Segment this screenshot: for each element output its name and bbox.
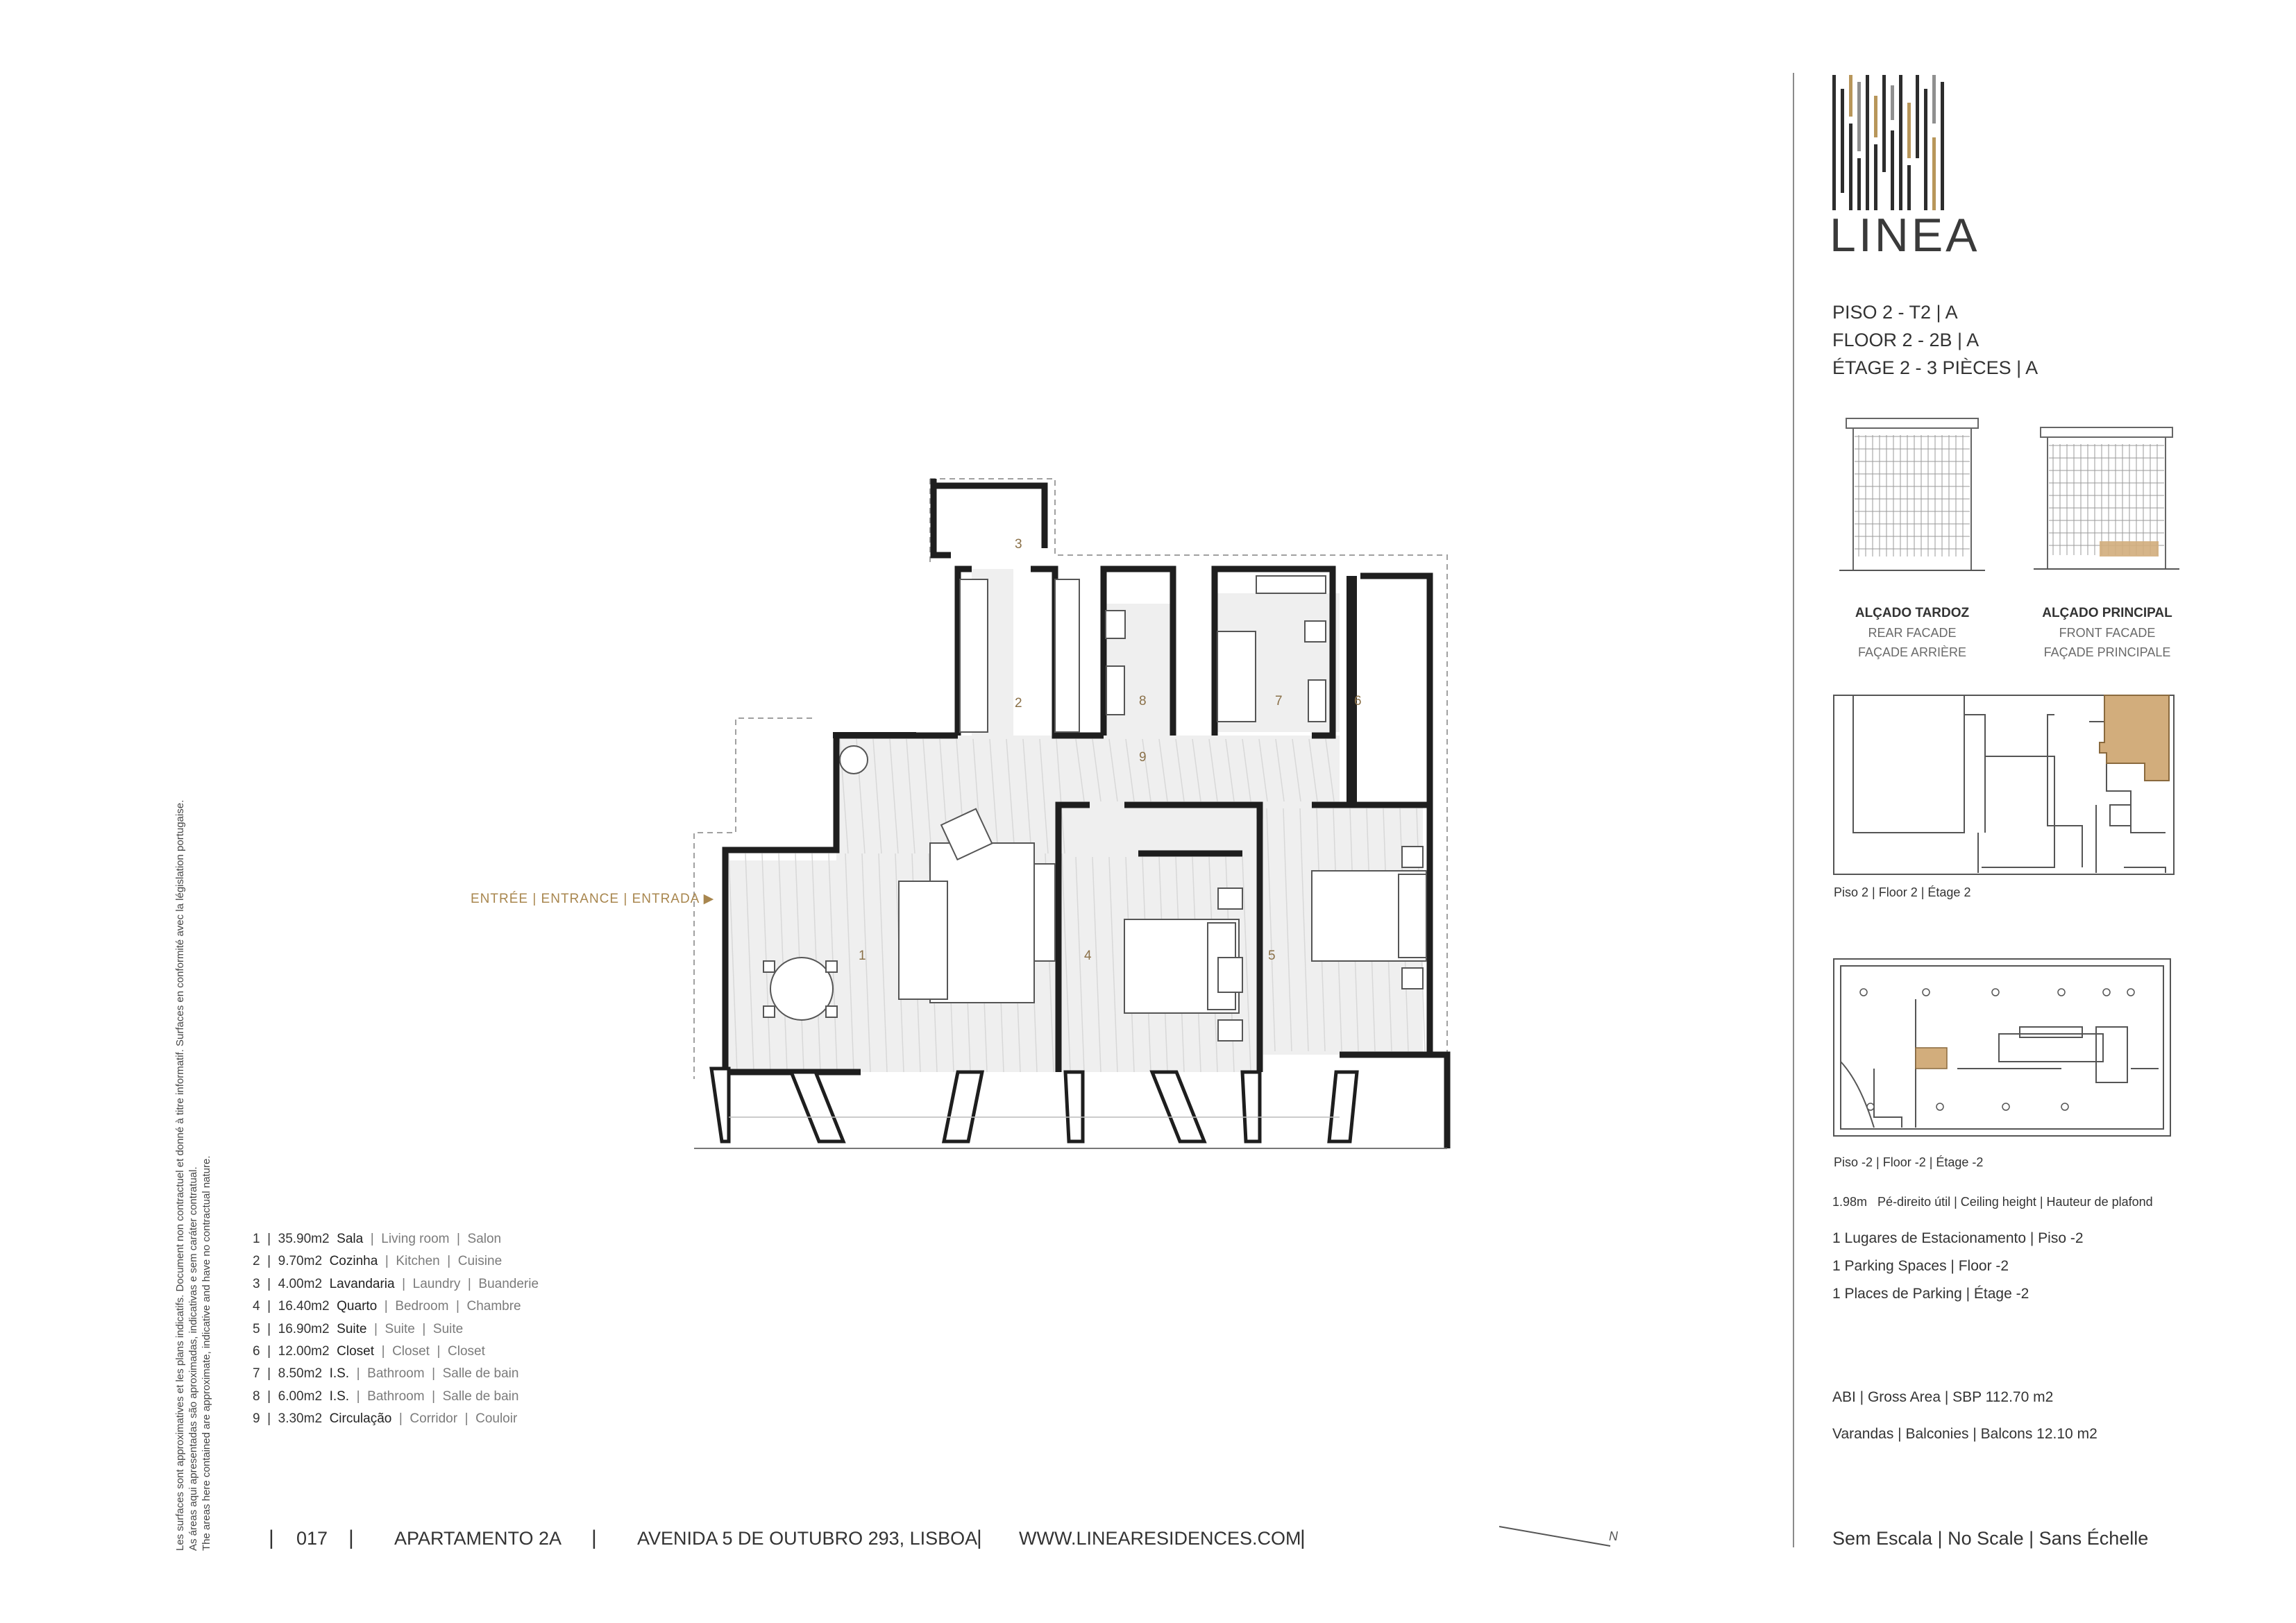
legend-room-name-fr: Closet (448, 1344, 485, 1359)
highlighted-parking-space (1916, 1048, 1947, 1069)
legend-room-name-pt: Closet (337, 1344, 375, 1359)
rear-elevation-drawing (1839, 413, 1985, 579)
legend-room-name-en: Suite (385, 1321, 415, 1336)
ceiling-height (1832, 1195, 2153, 1209)
entrance-label (471, 891, 714, 907)
legend-room-name-pt: I.S. (329, 1388, 350, 1404)
legend-room-area: 9.70m2 (278, 1254, 323, 1269)
front-elevation-fr: FAÇADE PRINCIPALE (2043, 645, 2171, 659)
legend-room-name-en: Living room (381, 1232, 450, 1246)
room-legend (253, 1228, 539, 1431)
parking-line-fr: 1 Places de Parking | Étage -2 (1832, 1286, 2029, 1302)
scale-note: Sem Escala | No Scale | Sans Échelle (1832, 1528, 2149, 1549)
legend-room-name-pt: I.S. (329, 1366, 350, 1382)
legend-room-name-fr: Salle de bain (442, 1366, 519, 1382)
rear-elevation-fr: FAÇADE ARRIÈRE (1857, 645, 1967, 659)
north-arrow-icon (1499, 1520, 1624, 1554)
parking-line-en: 1 Parking Spaces | Floor -2 (1832, 1258, 2009, 1274)
legend-room-area: 3.30m2 (278, 1411, 323, 1427)
legend-room-area: 4.00m2 (278, 1276, 323, 1291)
front-elevation-title: ALÇADO PRINCIPAL (2042, 606, 2172, 620)
legend-room-number: 5 (253, 1321, 260, 1336)
legend-room-name-fr: Salle de bain (442, 1388, 519, 1404)
legend-room-number: 3 (253, 1276, 260, 1291)
legend-room-number: 2 (253, 1254, 260, 1269)
rear-elevation-title: ALÇADO TARDOZ (1855, 606, 1970, 620)
legend-room-name-fr: Chambre (466, 1299, 521, 1314)
arrow-right-icon: ▶ (703, 892, 715, 906)
floor-key-plan (1832, 694, 2176, 878)
room-6-number: 6 (1354, 694, 1362, 708)
highlighted-unit (2100, 695, 2169, 781)
entrance-label-text: ENTRÉE | ENTRANCE | ENTRADA (471, 892, 700, 906)
unit-name: APARTAMENTO 2A (394, 1528, 562, 1549)
footer-divider: | (348, 1527, 354, 1549)
address: AVENIDA 5 DE OUTUBRO 293, LISBOA (637, 1528, 978, 1549)
room-8-number: 8 (1139, 694, 1147, 708)
legend-room-name-fr: Buanderie (478, 1276, 539, 1291)
legend-row: 6 | 12.00m2 Closet | Closet | Closet (253, 1344, 485, 1359)
rear-elevation-en: REAR FACADE (1868, 626, 1957, 640)
title-fr: ÉTAGE 2 - 3 PIÈCES | A (1832, 357, 2038, 378)
legend-room-number: 7 (253, 1366, 260, 1382)
legend-room-number: 4 (253, 1299, 260, 1314)
legend-row: 5 | 16.90m2 Suite | Suite | Suite (253, 1321, 464, 1336)
legend-room-name-en: Bathroom (367, 1388, 425, 1404)
legend-room-name-pt: Cozinha (329, 1254, 378, 1269)
legend-room-area: 35.90m2 (278, 1232, 330, 1246)
legend-room-area: 6.00m2 (278, 1388, 323, 1404)
parking-key-plan-caption: Piso -2 | Floor -2 | Étage -2 (1834, 1155, 1984, 1169)
room-5-number: 5 (1268, 949, 1276, 963)
legend-row: 4 | 16.40m2 Quarto | Bedroom | Chambre (253, 1299, 521, 1314)
legend-room-number: 8 (253, 1388, 260, 1404)
legend-room-name-pt: Sala (337, 1232, 364, 1246)
north-label: N (1609, 1529, 1618, 1543)
legend-row: 2 | 9.70m2 Cozinha | Kitchen | Cuisine (253, 1254, 503, 1269)
disclaimer-note (174, 800, 213, 1551)
room-4-number: 4 (1084, 949, 1092, 963)
room-7-number: 7 (1275, 694, 1283, 708)
website-link[interactable]: WWW.LINEARESIDENCES.COM (1019, 1528, 1301, 1549)
legend-row: 9 | 3.30m2 Circulação | Corridor | Couloir (253, 1411, 518, 1427)
footer-divider: | (1300, 1527, 1306, 1549)
legend-room-name-pt: Lavandaria (329, 1276, 395, 1291)
legend-room-name-en: Corridor (410, 1411, 458, 1427)
legend-room-name-pt: Circulação (329, 1411, 392, 1427)
disclaimer-line-2: As áreas aqui apresentadas são aproximadas, indicativas e sem caráter contratual. (187, 1166, 199, 1551)
front-elevation-label (2017, 604, 2197, 662)
gross-area: ABI | Gross Area | SBP 112.70 m2 (1832, 1389, 2054, 1405)
legend-room-name-en: Laundry (412, 1276, 461, 1291)
front-elevation-en: FRONT FACADE (2059, 626, 2156, 640)
legend-room-name-en: Bathroom (367, 1366, 425, 1382)
legend-row: 7 | 8.50m2 I.S. | Bathroom | Salle de bain (253, 1366, 519, 1382)
balcony-area: Varandas | Balconies | Balcons 12.10 m2 (1832, 1426, 2097, 1442)
room-9-number: 9 (1139, 750, 1147, 765)
parking-key-plan (1832, 958, 2172, 1138)
parking-line-pt: 1 Lugares de Estacionamento | Piso -2 (1832, 1230, 2084, 1246)
legend-room-name-fr: Cuisine (457, 1254, 503, 1269)
disclaimer-line-1: Les surfaces sont approximatives et les plans indicatifs. Document non contractuel et donné à titre informatif. Surfaces en conformité avec la législation portugaise. (174, 799, 186, 1551)
legend-room-name-fr: Suite (432, 1321, 464, 1336)
title-en: FLOOR 2 - 2B | A (1832, 330, 1980, 350)
legend-room-number: 6 (253, 1344, 260, 1359)
legend-row: 1 | 35.90m2 Sala | Living room | Salon (253, 1232, 502, 1246)
legend-room-name-en: Bedroom (395, 1299, 449, 1314)
ceiling-height-value: 1.98m (1832, 1195, 1868, 1209)
brand-wordmark: LINEA (1830, 209, 1980, 262)
legend-room-area: 16.90m2 (278, 1321, 330, 1336)
legend-room-number: 9 (253, 1411, 260, 1427)
legend-room-name-pt: Quarto (337, 1299, 378, 1314)
legend-row: 3 | 4.00m2 Lavandaria | Laundry | Buanderie (253, 1276, 539, 1291)
disclaimer-line-3: The areas here contained are approximate, indicative and have no contractual nature. (201, 1155, 212, 1551)
floor-key-plan-caption: Piso 2 | Floor 2 | Étage 2 (1834, 885, 1971, 899)
legend-room-area: 12.00m2 (278, 1344, 330, 1359)
title-pt: PISO 2 - T2 | A (1832, 302, 1958, 323)
legend-room-name-en: Kitchen (396, 1254, 440, 1269)
footer-divider: | (977, 1527, 982, 1549)
room-3-number: 3 (1015, 537, 1022, 552)
sheet-divider (1793, 73, 1794, 1547)
room-2-number: 2 (1015, 696, 1022, 711)
rear-elevation-label (1822, 604, 2002, 662)
ceiling-height-label: Pé-direito útil | Ceiling height | Hauteur de plafond (1877, 1195, 2153, 1209)
page-number: 017 (296, 1528, 328, 1549)
front-elevation-drawing (2034, 423, 2179, 579)
room-1-number: 1 (859, 949, 866, 963)
legend-room-number: 1 (253, 1232, 260, 1246)
legend-room-area: 16.40m2 (278, 1299, 330, 1314)
footer-divider: | (591, 1527, 597, 1549)
legend-room-name-fr: Couloir (475, 1411, 518, 1427)
legend-row: 8 | 6.00m2 I.S. | Bathroom | Salle de bain (253, 1388, 519, 1404)
legend-room-name-fr: Salon (467, 1232, 502, 1246)
legend-room-area: 8.50m2 (278, 1366, 323, 1382)
legend-room-name-en: Closet (392, 1344, 430, 1359)
legend-room-name-pt: Suite (337, 1321, 367, 1336)
footer-divider: | (269, 1527, 274, 1549)
linea-logo-icon (1832, 75, 1947, 210)
apartment-title (1832, 298, 2038, 382)
floor-plan (652, 465, 1451, 1152)
